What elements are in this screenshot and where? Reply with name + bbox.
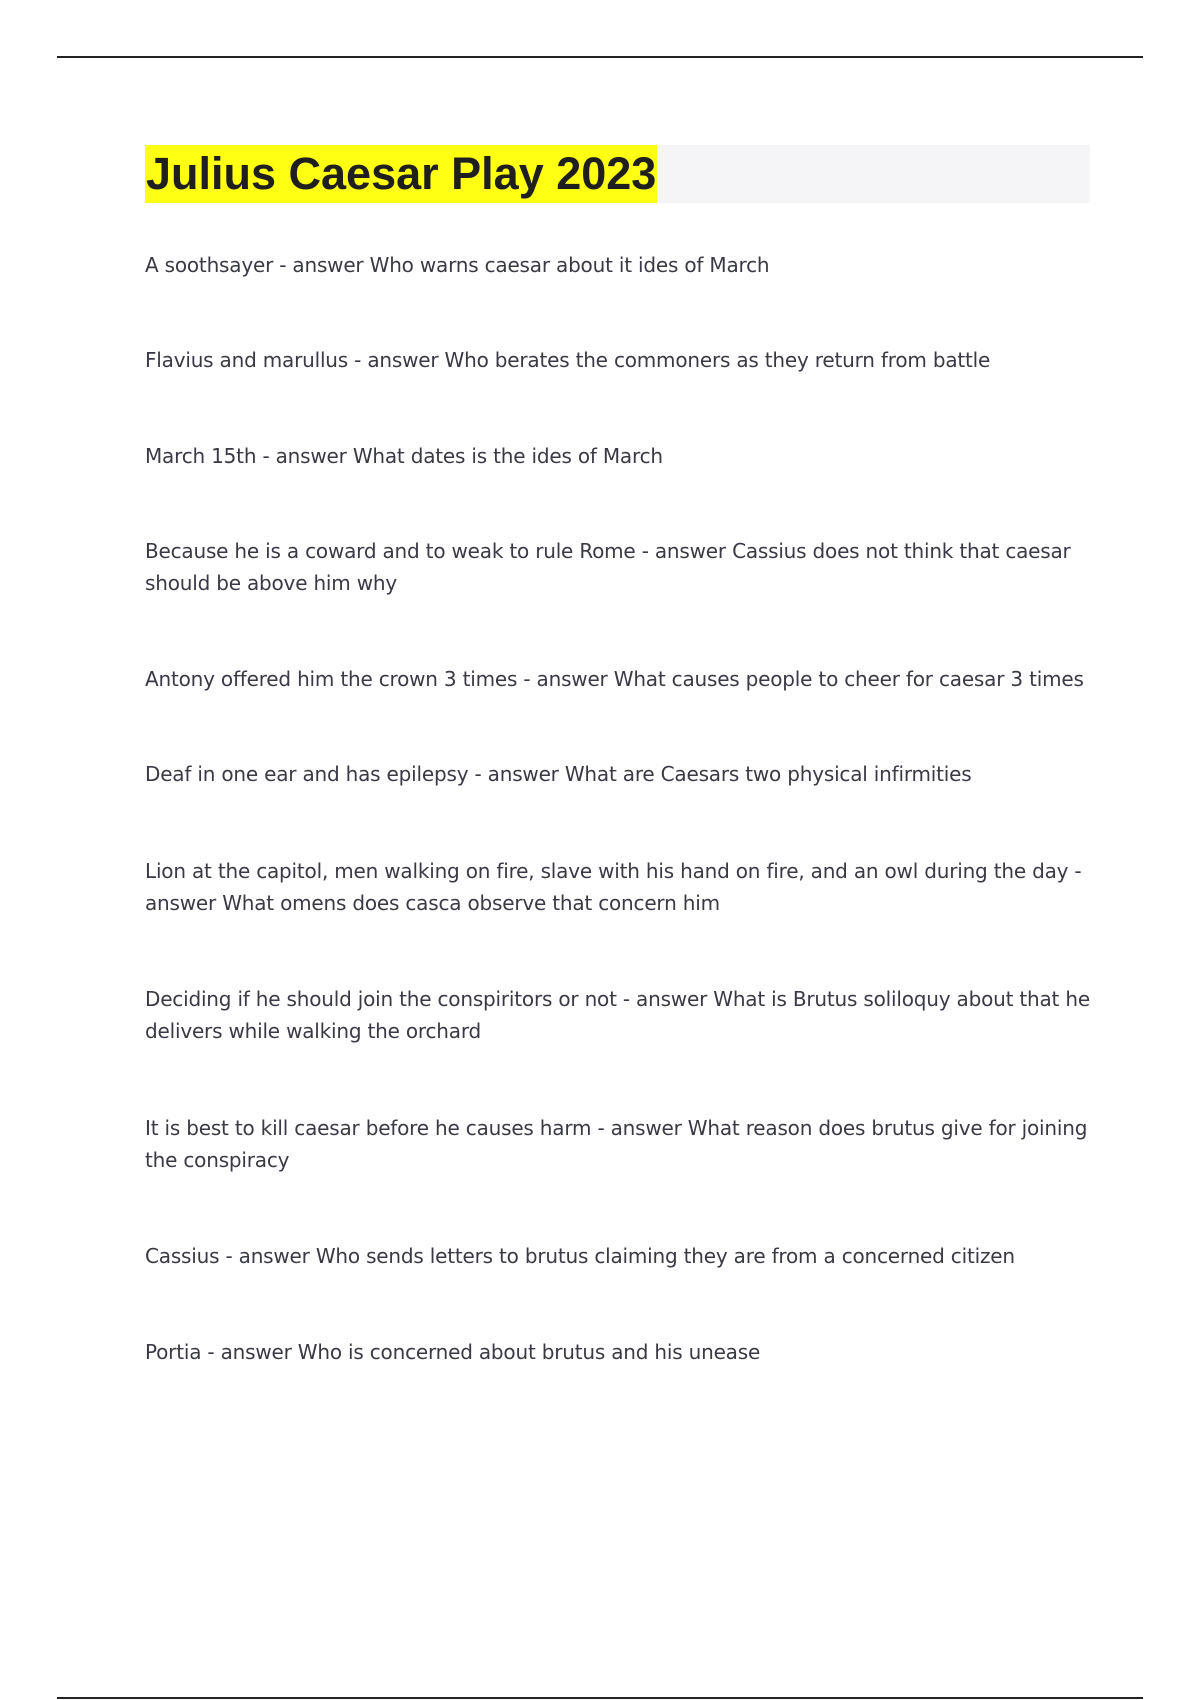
qa-item: Portia - answer Who is concerned about brutus and his unease [145,1340,761,1364]
title-band [145,145,1090,203]
qa-item: Flavius and marullus - answer Who berates the commoners as they return from battle [145,348,991,372]
bottom-rule [57,1697,1143,1699]
qa-item: A soothsayer - answer Who warns caesar about it ides of March [145,253,770,277]
qa-item: Antony offered him the crown 3 times - answer What causes people to cheer for caesar 3 times [145,667,1084,691]
qa-item: Deaf in one ear and has epilepsy - answer What are Caesars two physical infirmities [145,762,972,786]
qa-item: Because he is a coward and to weak to rule Rome - answer Cassius does not think that caesar should be above him why [145,539,1071,595]
qa-item: Lion at the capitol, men walking on fire, slave with his hand on fire, and an owl during the day - answer What omens does casca observe that concern him [145,859,1082,915]
qa-item: Cassius - answer Who sends letters to brutus claiming they are from a concerned citizen [145,1244,1015,1268]
qa-item: It is best to kill caesar before he causes harm - answer What reason does brutus give for joining the conspiracy [145,1116,1088,1172]
top-rule [57,56,1143,58]
qa-item: March 15th - answer What dates is the ides of March [145,444,663,468]
qa-item: Deciding if he should join the conspiritors or not - answer What is Brutus soliloquy about that he delivers while walking the orchard [145,987,1090,1043]
document-title: Julius Caesar Play 2023 [145,145,657,203]
